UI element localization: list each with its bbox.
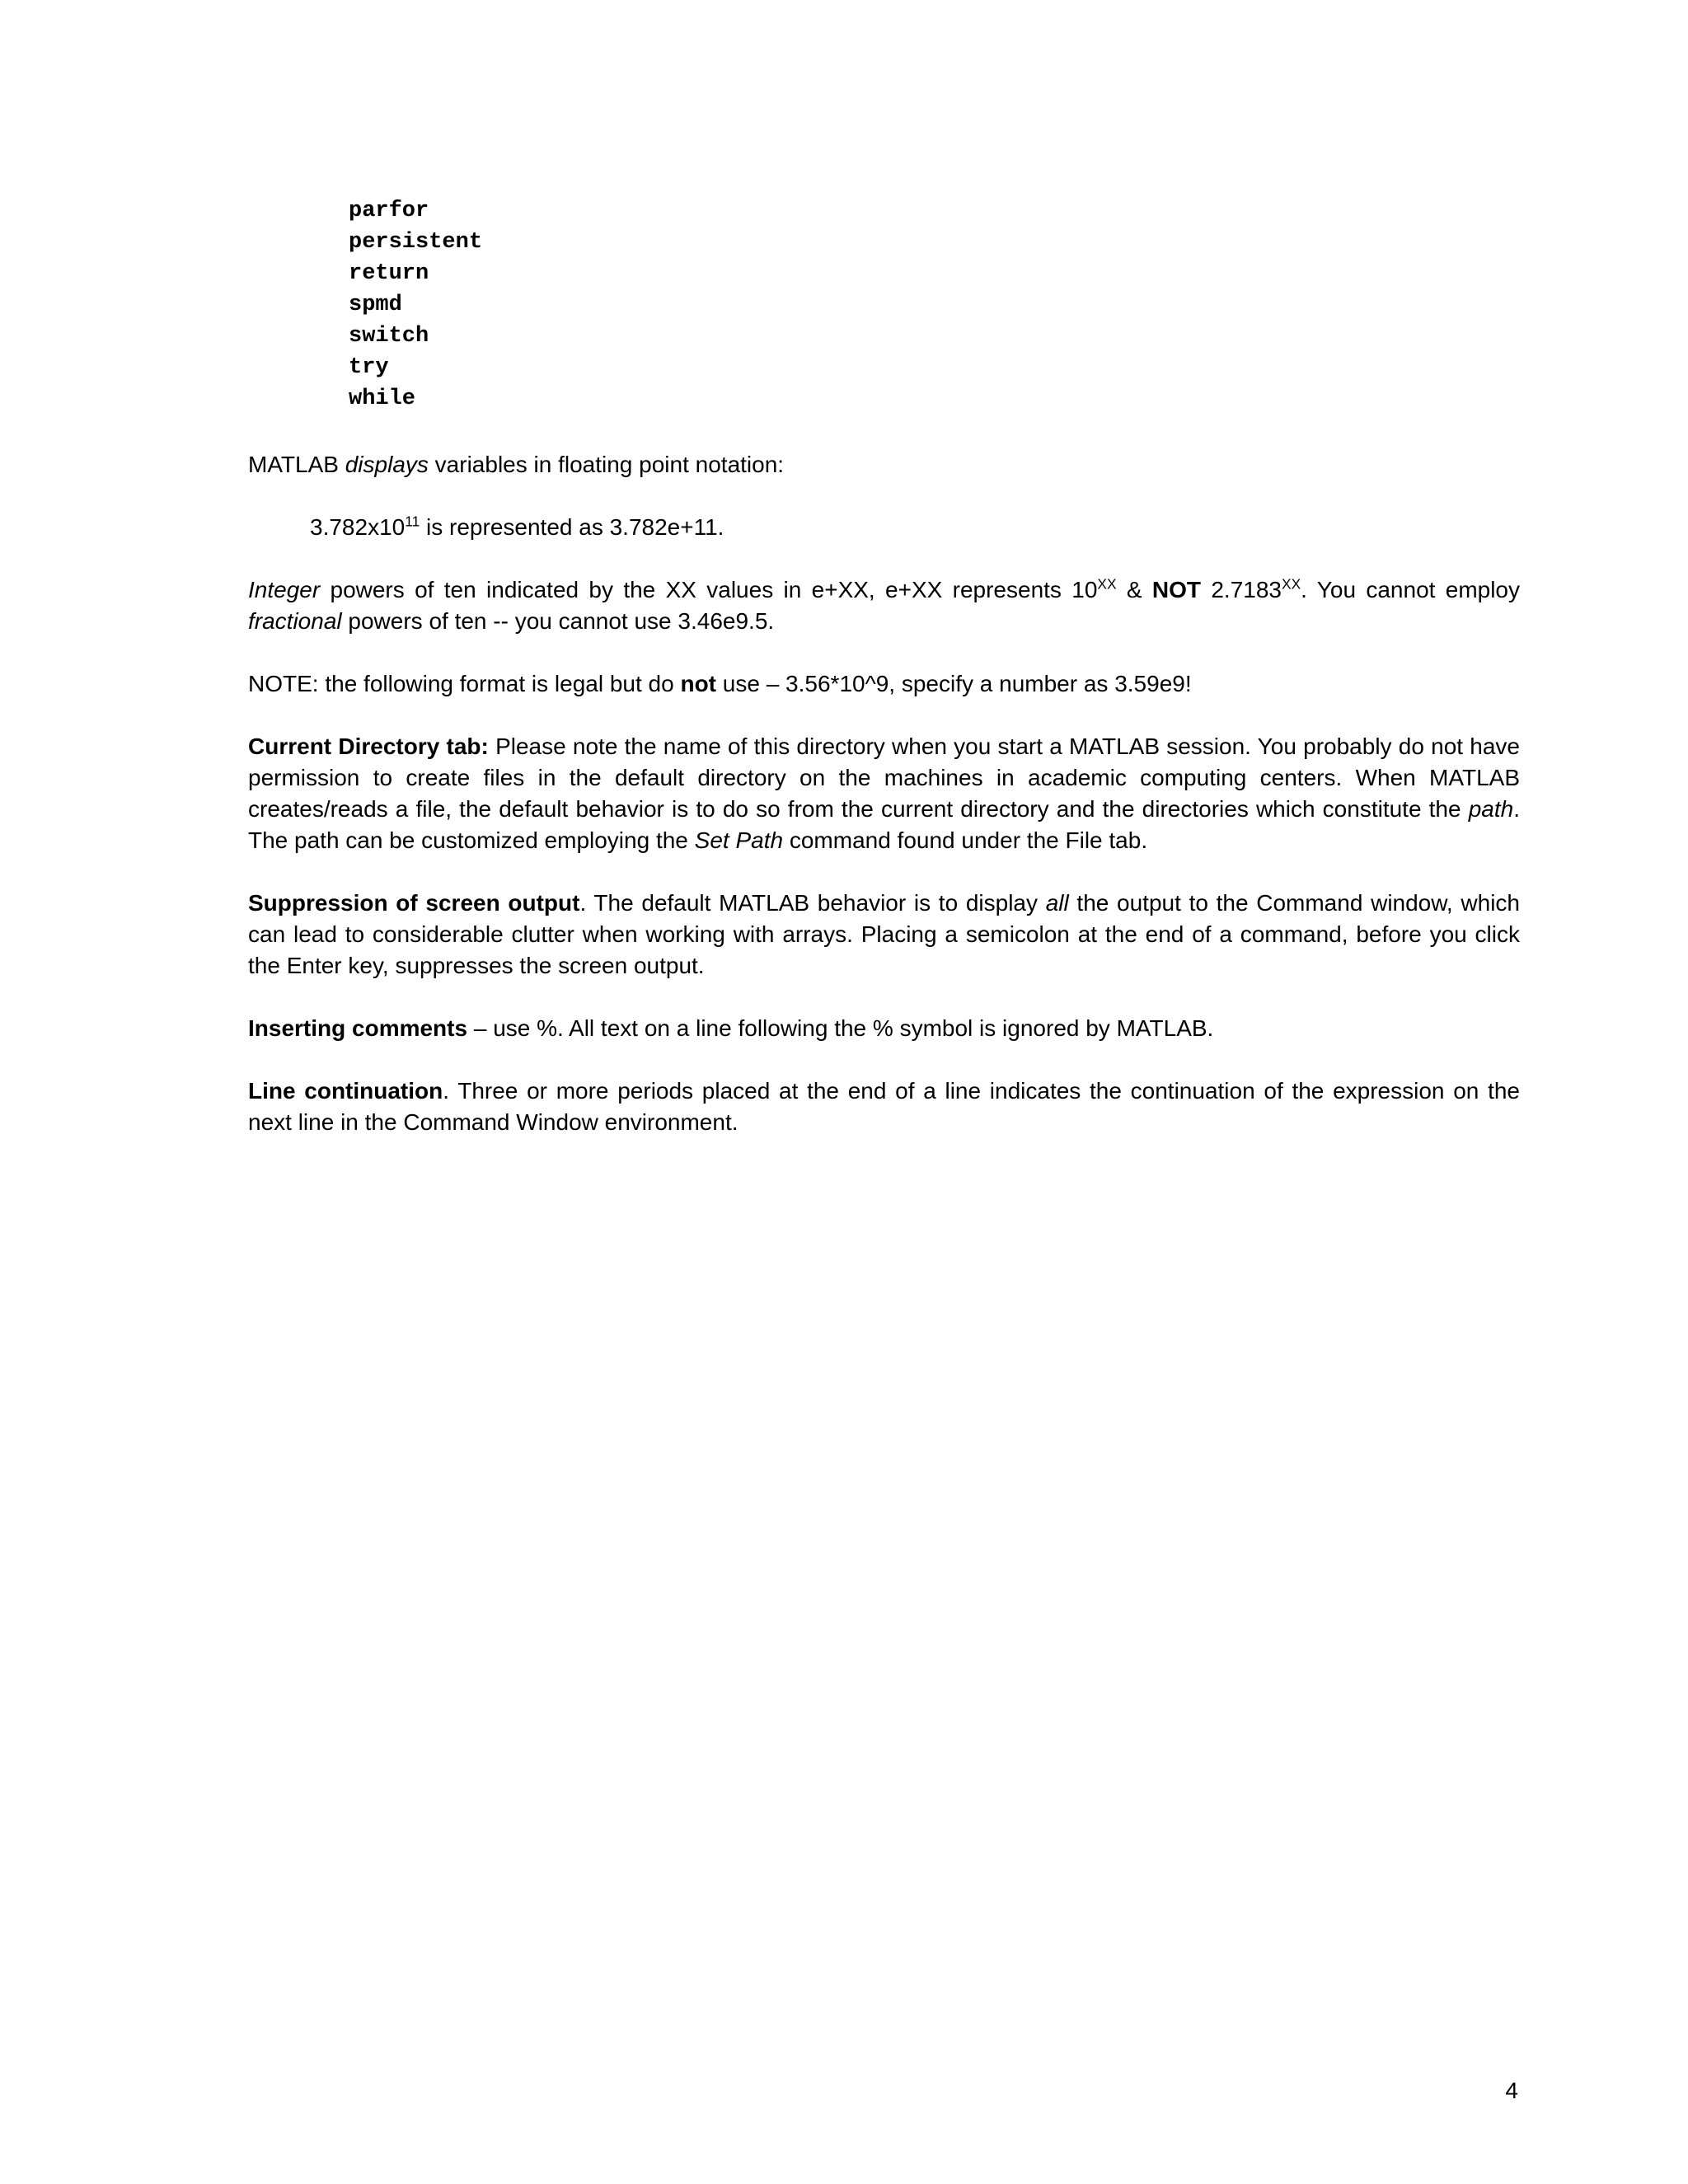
text-run: & bbox=[1116, 577, 1152, 602]
paragraph-note bbox=[248, 668, 1520, 700]
text-run: powers of ten indicated by the XX values in e+XX, e+XX represents 10 bbox=[320, 577, 1098, 602]
code-line: try bbox=[349, 355, 389, 380]
paragraph-integer-powers bbox=[248, 574, 1520, 637]
text-run: Set Path bbox=[694, 827, 784, 853]
paragraph-suppression bbox=[248, 888, 1520, 982]
keyword-code-block bbox=[349, 195, 1520, 415]
text-run: is represented as 3.782e+11. bbox=[420, 514, 724, 540]
text-run: MATLAB bbox=[248, 452, 345, 477]
text-run: . The path can be customized employing the bbox=[248, 796, 1520, 853]
superscript-text: XX bbox=[1097, 575, 1117, 593]
text-run: Suppression of screen output bbox=[248, 890, 580, 916]
text-run: fractional bbox=[248, 608, 342, 634]
text-run: not bbox=[680, 671, 716, 696]
text-run: 2.7183 bbox=[1201, 577, 1282, 602]
page-number: 4 bbox=[1505, 2078, 1518, 2103]
text-run: use – 3.56*10^9, specify a number as 3.59e9! bbox=[716, 671, 1192, 696]
text-run: Inserting comments bbox=[248, 1015, 468, 1041]
superscript-text: XX bbox=[1282, 575, 1301, 593]
page-content bbox=[248, 195, 1520, 1169]
text-run: 3.782x10 bbox=[310, 514, 406, 540]
text-run: Line continuation bbox=[248, 1078, 443, 1104]
text-run: . The default MATLAB behavior is to display bbox=[579, 890, 1046, 916]
text-run: all bbox=[1045, 890, 1069, 916]
text-run: powers of ten -- you cannot use 3.46e9.5. bbox=[341, 608, 775, 634]
code-line: spmd bbox=[349, 293, 402, 317]
text-run: NOT bbox=[1151, 577, 1202, 602]
code-line: switch bbox=[349, 324, 429, 349]
text-run: the output to the Command window, which can lead to considerable clutter when working with arrays. Placing a semicolon at the end of a command, before you click the Enter key, suppresses the screen output. bbox=[248, 890, 1520, 978]
paragraph-current-directory bbox=[248, 731, 1520, 856]
code-line: while bbox=[349, 387, 416, 411]
code-line: persistent bbox=[349, 230, 483, 255]
text-run: . You cannot employ bbox=[1301, 577, 1521, 602]
paragraph-example bbox=[310, 512, 1520, 543]
text-run: variables in floating point notation: bbox=[428, 452, 785, 477]
paragraph-line-continuation bbox=[248, 1076, 1520, 1138]
text-run: Please note the name of this directory when you start a MATLAB session. You probably do not have permission to create files in the default directory on the machines in academic computing centers. When MATLAB creates/reads a file, the default behavior is to do so from the current directory and the directories which constitute the bbox=[248, 733, 1521, 822]
text-run: displays bbox=[345, 452, 429, 477]
text-run: command found under the File tab. bbox=[783, 827, 1148, 853]
text-run: . Three or more periods placed at the end of a line indicates the continuation of the expression on the next line in the Command Window environment. bbox=[248, 1078, 1520, 1135]
paragraph-comments bbox=[248, 1013, 1520, 1044]
paragraph-floating-point bbox=[248, 449, 1520, 480]
superscript-text: 11 bbox=[405, 513, 420, 530]
code-line: return bbox=[349, 261, 429, 286]
code-line: parfor bbox=[349, 199, 429, 223]
text-run: – use %. All text on a line following the % symbol is ignored by MATLAB. bbox=[467, 1015, 1214, 1041]
text-run: Current Directory tab: bbox=[248, 733, 489, 759]
text-run: Integer bbox=[248, 577, 321, 602]
text-run: NOTE: the following format is legal but do bbox=[248, 671, 681, 696]
text-run: path bbox=[1468, 796, 1514, 822]
